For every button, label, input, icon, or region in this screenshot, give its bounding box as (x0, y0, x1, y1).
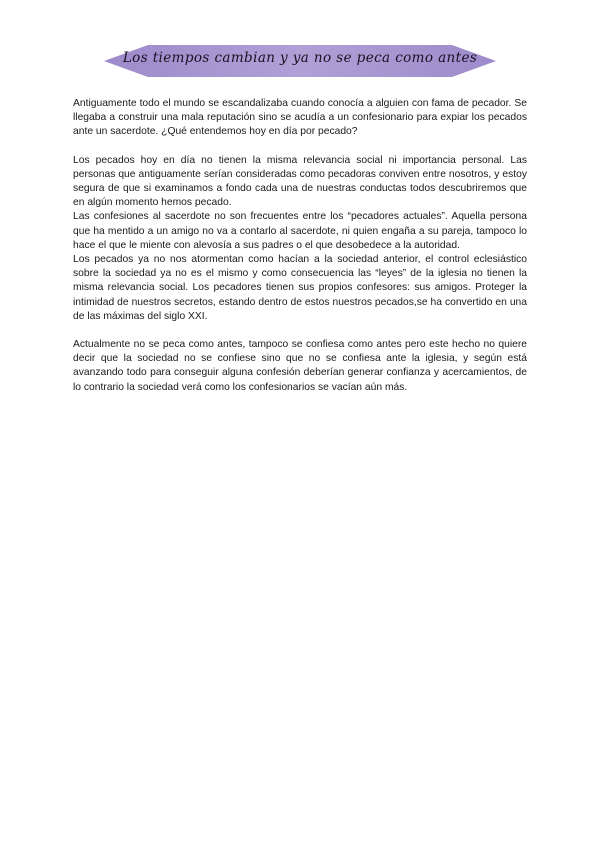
paragraph: Los pecados hoy en día no tienen la misma relevancia social ni importancia personal. Las personas que antiguamente serían consideradas como pecadoras conviven entre nosotros, y estoy segura de que si examinamos a fondo cada una de nuestras conductas todos descubriremos que en algún momento hemos pecado. (73, 154, 527, 209)
page-title: Los tiempos cambian y ya no se peca como antes (122, 50, 478, 66)
paragraph: Los pecados ya no nos atormentan como hacían a la sociedad anterior, el control eclesiástico sobre la sociedad ya no es el mismo y como consecuencia las “leyes” de la iglesia no tienen la misma relevancia social. Los pecadores tienen sus propios confesores: sus amigos. Proteger la intimidad de nuestros secretos, estando dentro de estos nuestros pecados,se ha convertido en una de las máximas del siglo XXI. (73, 254, 527, 322)
paragraph: Las confesiones al sacerdote no son frecuentes entre los “pecadores actuales”. Aquella persona que ha mentido a un amigo no va a contarlo al sacerdote, ni quien engaña a su pareja, tampoco lo hace el que le miente con alevosía a sus padres o el que desobedece a la autoridad. (73, 211, 527, 251)
title-banner (104, 44, 496, 78)
paragraph: Actualmente no se peca como antes, tampoco se confiesa como antes pero este hecho no quiere decir que la sociedad no se confiese sino que no se confiesa ante la iglesia, y según está avanzando todo para conseguir alguna confesión deberían generar confianza y acercamientos, de lo contrario la sociedad verá como los confesionarios se vacían aún más. (73, 339, 527, 393)
article-body (73, 97, 527, 395)
paragraph: Antiguamente todo el mundo se escandalizaba cuando conocía a alguien con fama de pecador. Se llegaba a construir una mala reputación sino se acudía a un confesionario para expiar los pecados ante un sacerdote. ¿Qué entendemos hoy en día por pecado? (73, 98, 527, 138)
